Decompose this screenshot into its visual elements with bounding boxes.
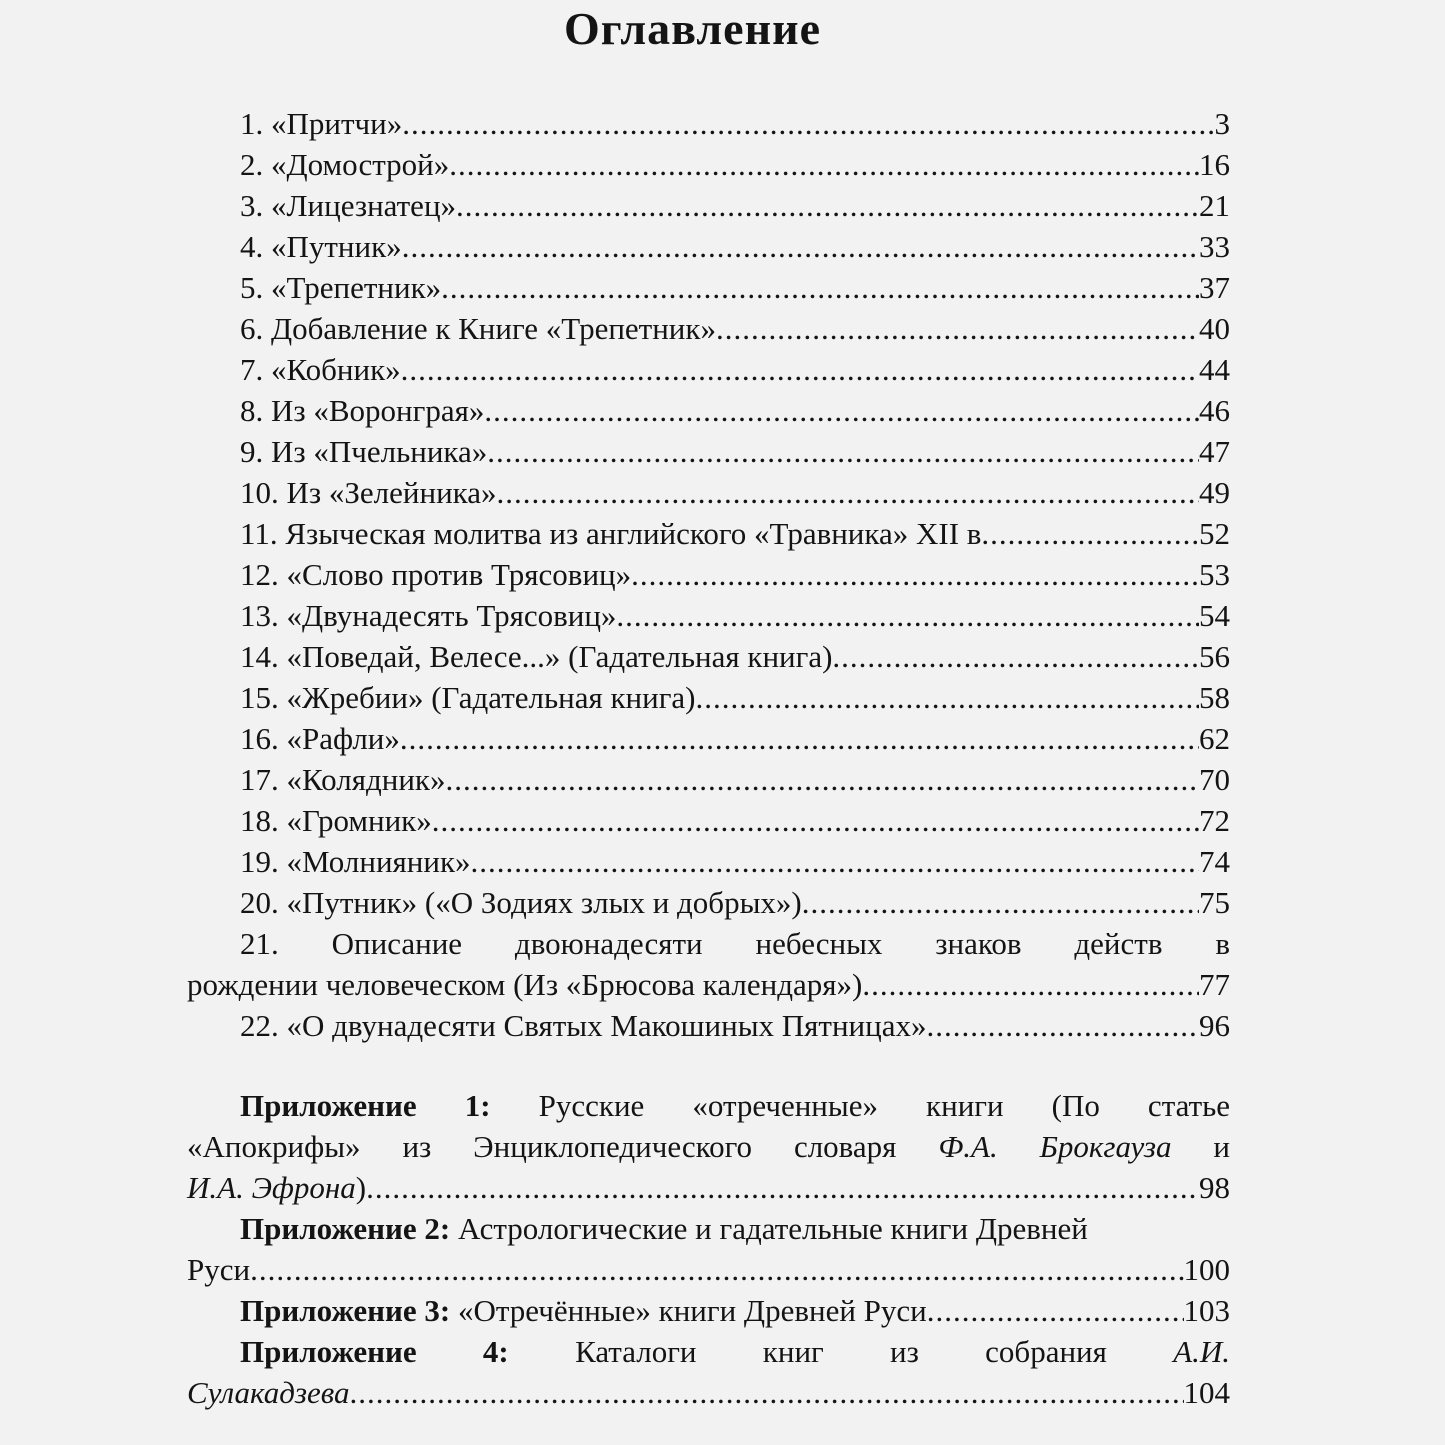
toc-entry-page: 62: [1199, 721, 1230, 756]
leader-dots: [445, 759, 1199, 800]
toc-entry-page: 44: [1199, 352, 1230, 387]
appendix-conjunction: и: [1213, 1129, 1231, 1164]
leader-dots: [616, 595, 1199, 636]
appendix-author: Сулакадзева: [187, 1375, 350, 1410]
appendix-title-end: ): [355, 1170, 367, 1205]
leader-dots: [471, 841, 1199, 882]
toc-entry-page: 3: [1214, 106, 1230, 141]
leader-dots: [449, 144, 1199, 185]
leader-dots: [862, 964, 1199, 1005]
leader-dots: [484, 390, 1199, 431]
appendix-page: 98: [1199, 1170, 1230, 1205]
toc-entry-page: 53: [1199, 557, 1230, 592]
toc-entry-title-continued: рождении человеческом (Из «Брюсова календаря»): [187, 967, 863, 1002]
appendix-author: Ф.А. Брокгауза: [938, 1129, 1172, 1164]
toc-entry-title: 20. «Путник» («О Зодиях злых и добрых»): [240, 885, 802, 920]
toc-entry-page: 40: [1199, 311, 1230, 346]
appendix-page: 100: [1183, 1252, 1230, 1287]
appendix-page: 104: [1183, 1375, 1230, 1410]
toc-entry-page: 52: [1199, 516, 1230, 551]
toc-entry-20: [187, 882, 1230, 923]
toc-entry-title: 1. «Притчи»: [240, 106, 403, 141]
toc-entry-page: 37: [1199, 270, 1230, 305]
toc-entry-5: [187, 267, 1230, 308]
leader-dots: [631, 554, 1199, 595]
appendix-author: А.И.: [1173, 1334, 1231, 1369]
table-of-contents: [187, 103, 1230, 1413]
toc-entry-title: 4. «Путник»: [240, 229, 402, 264]
toc-entry-title: 21. Описание двоюнадесяти небесных знаков действ в: [240, 926, 1230, 961]
appendix-label: Приложение 2:: [240, 1211, 451, 1246]
toc-entry-17: [187, 759, 1230, 800]
toc-entry-22: [187, 1005, 1230, 1046]
appendix-1-line1: [187, 1085, 1230, 1126]
appendix-label: Приложение 1:: [240, 1088, 491, 1123]
toc-entry-page: 74: [1199, 844, 1230, 879]
appendix-2-line2: [187, 1249, 1230, 1290]
appendix-author: И.А. Эфрона: [187, 1170, 356, 1205]
toc-entry-title: 17. «Колядник»: [240, 762, 446, 797]
toc-entry-page: 33: [1199, 229, 1230, 264]
toc-entry-7: [187, 349, 1230, 390]
appendix-title-continued: «Апокрифы» из Энциклопедического словаря: [187, 1129, 897, 1164]
toc-entry-title: 11. Языческая молитва из английского «Травника» XII в: [240, 516, 982, 551]
appendix-title: Русские «отреченные» книги (По статье: [538, 1088, 1231, 1123]
leader-dots: [456, 185, 1199, 226]
toc-entry-21-line1: [187, 923, 1230, 964]
toc-entry-2: [187, 144, 1230, 185]
toc-entry-16: [187, 718, 1230, 759]
toc-entry-title: 15. «Жребии» (Гадательная книга): [240, 680, 696, 715]
appendix-label: Приложение 4:: [240, 1334, 509, 1369]
toc-entry-4: [187, 226, 1230, 267]
appendix-2-line1: [187, 1208, 1230, 1249]
leader-dots: [400, 718, 1199, 759]
toc-entry-title: 8. Из «Воронграя»: [240, 393, 485, 428]
leader-dots: [497, 472, 1199, 513]
toc-entry-title: 16. «Рафли»: [240, 721, 400, 756]
appendix-4-line1: [187, 1331, 1230, 1372]
leader-dots: [927, 1005, 1200, 1046]
toc-entry-page: 75: [1199, 885, 1230, 920]
toc-entry-page: 77: [1199, 967, 1230, 1002]
toc-entry-title: 22. «О двунадесяти Святых Макошиных Пятницах»: [240, 1008, 927, 1043]
toc-entry-21-line2: [187, 964, 1230, 1005]
toc-entry-page: 70: [1199, 762, 1230, 797]
leader-dots: [927, 1290, 1184, 1331]
appendix-page: 103: [1183, 1293, 1230, 1328]
toc-entry-3: [187, 185, 1230, 226]
toc-entry-9: [187, 431, 1230, 472]
appendix-title: Каталоги книг из собрания: [575, 1334, 1107, 1369]
toc-entry-page: 96: [1199, 1008, 1230, 1043]
appendix-title: Астрологические и гадательные книги Древней: [457, 1211, 1088, 1246]
toc-entry-page: 46: [1199, 393, 1230, 428]
toc-entry-title: 12. «Слово против Трясовиц»: [240, 557, 632, 592]
toc-entry-page: 56: [1199, 639, 1230, 674]
appendix-title: «Отречённые» книги Древней Руси: [457, 1293, 927, 1328]
toc-entry-10: [187, 472, 1230, 513]
leader-dots: [487, 431, 1199, 472]
leader-dots: [401, 349, 1199, 390]
leader-dots: [802, 882, 1199, 923]
toc-entry-14: [187, 636, 1230, 677]
appendix-4-line2: [187, 1372, 1230, 1413]
toc-entry-title: 5. «Трепетник»: [240, 270, 442, 305]
toc-entry-1: [187, 103, 1230, 144]
leader-dots: [250, 1249, 1183, 1290]
toc-entry-13: [187, 595, 1230, 636]
section-gap: [187, 1046, 1230, 1085]
toc-entry-19: [187, 841, 1230, 882]
toc-entry-title: 13. «Двунадесять Трясовиц»: [240, 598, 617, 633]
toc-entry-title: 9. Из «Пчельника»: [240, 434, 488, 469]
toc-entry-18: [187, 800, 1230, 841]
appendix-title-continued: Руси: [187, 1252, 251, 1287]
toc-entry-page: 72: [1199, 803, 1230, 838]
page-title: Оглавление: [563, 3, 822, 54]
toc-entry-title: 6. Добавление к Книге «Трепетник»: [240, 311, 716, 346]
toc-entry-title: 14. «Поведай, Велесе...» (Гадательная книга): [240, 639, 833, 674]
leader-dots: [402, 226, 1199, 267]
leader-dots: [441, 267, 1199, 308]
toc-entry-page: 47: [1199, 434, 1230, 469]
appendix-1-line2: [187, 1126, 1230, 1167]
toc-entry-12: [187, 554, 1230, 595]
leader-dots: [432, 800, 1199, 841]
toc-entry-15: [187, 677, 1230, 718]
toc-entry-page: 58: [1199, 680, 1230, 715]
appendix-1-line3: [187, 1167, 1230, 1208]
appendix-label: Приложение 3:: [240, 1293, 451, 1328]
leader-dots: [832, 636, 1199, 677]
appendix-3: [187, 1290, 1230, 1331]
leader-dots: [366, 1167, 1199, 1208]
toc-entry-title: 19. «Молнияник»: [240, 844, 471, 879]
leader-dots: [716, 308, 1199, 349]
leader-dots: [350, 1372, 1184, 1413]
toc-entry-title: 2. «Домострой»: [240, 147, 450, 182]
leader-dots: [402, 103, 1214, 144]
leader-dots: [981, 513, 1199, 554]
toc-entry-8: [187, 390, 1230, 431]
toc-entry-title: 18. «Громник»: [240, 803, 432, 838]
toc-entry-6: [187, 308, 1230, 349]
toc-entry-11: [187, 513, 1230, 554]
toc-entry-title: 3. «Лицезнатец»: [240, 188, 457, 223]
toc-entry-title: 7. «Кобник»: [240, 352, 401, 387]
toc-entry-title: 10. Из «Зелейника»: [240, 475, 497, 510]
toc-entry-page: 54: [1199, 598, 1230, 633]
leader-dots: [696, 677, 1199, 718]
toc-entry-page: 49: [1199, 475, 1230, 510]
toc-entry-page: 21: [1199, 188, 1230, 223]
toc-entry-page: 16: [1199, 147, 1230, 182]
